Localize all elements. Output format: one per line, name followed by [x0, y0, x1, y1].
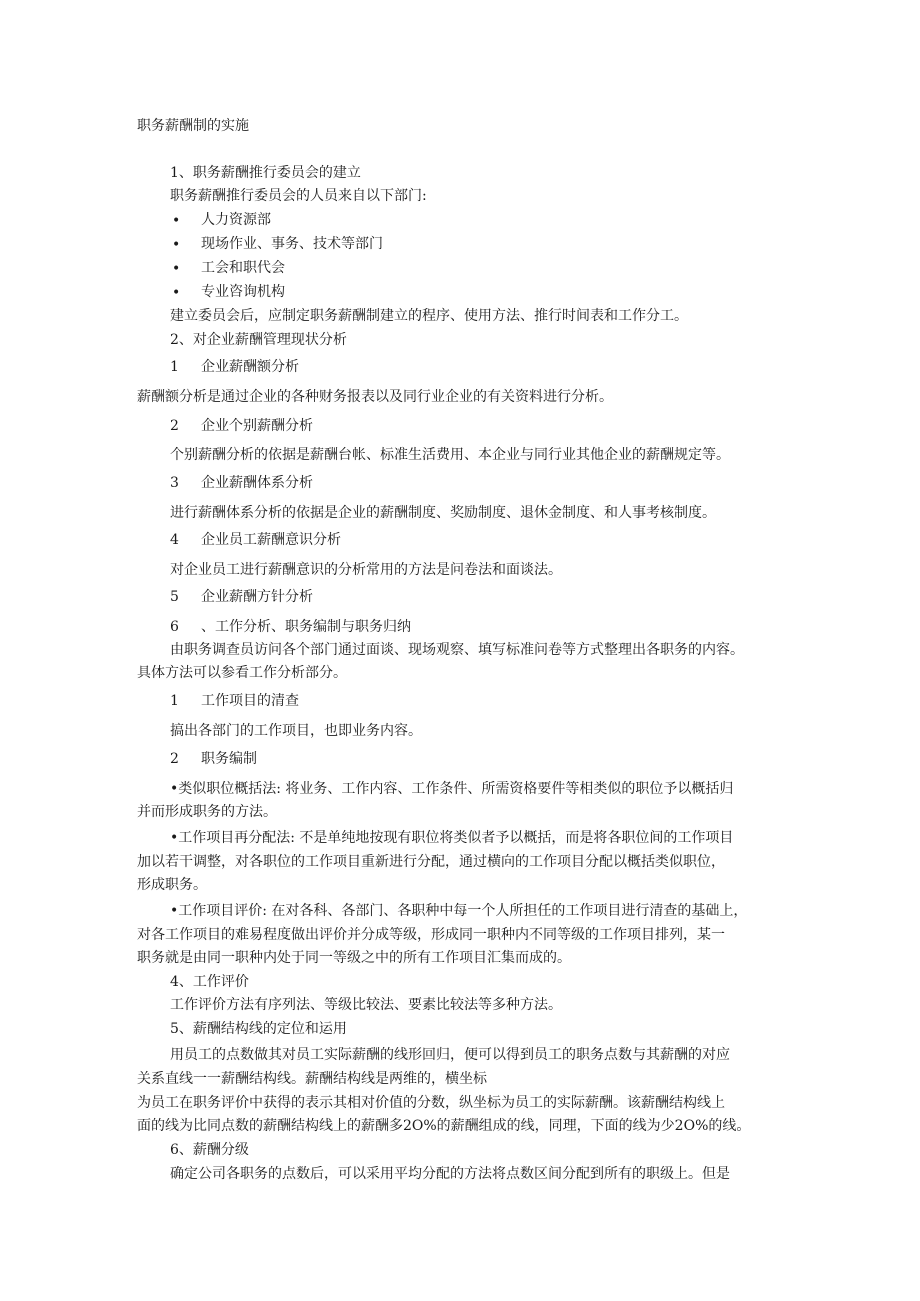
item-text: 个别薪酬分析的依据是薪酬台帐、标准生活费用、本企业与同行业其他企业的薪酬规定等。 [170, 447, 730, 463]
section-1-heading: 1、职务薪酬推行委员会的建立 [170, 165, 361, 181]
paragraph-line: 具体方法可以参看工作分析部分。 [137, 665, 347, 681]
item-title: 企业个别薪酬分析 [201, 418, 313, 434]
item-title: 企业薪酬额分析 [201, 359, 299, 375]
section-2-heading: 2、对企业薪酬管理现状分析 [170, 332, 347, 348]
method-line: •工作项目评价: 在对各科、各部门、各职种中每一个人所担任的工作项目进行清查的基础上， [170, 903, 748, 919]
method-line: 职务就是由同一职种内处于同一等级之中的所有工作项目汇集而成的。 [137, 950, 571, 966]
section-6-heading: 6、薪酬分级 [170, 1142, 249, 1158]
section-4-text: 工作评价方法有序列法、等级比较法、要素比较法等多种方法。 [170, 997, 562, 1013]
item-title: 企业员工薪酬意识分析 [201, 532, 341, 548]
item-number: 1 [170, 359, 179, 375]
item-text: 对企业员工进行薪酬意识的分析常用的方法是问卷法和面谈法。 [170, 562, 562, 578]
method-line: 对各工作项目的难易程度做出评价并分成等级，形成同一职种内不同等级的工作项目排列，某一 [137, 927, 725, 943]
paragraph-line: 面的线为比同点数的薪酬结构线上的薪酬多2O%的薪酬组成的线，同理，下面的线为少2O%的线。 [137, 1118, 751, 1134]
method-line: 加以若干调整，对各职位的工作项目重新进行分配，通过横向的工作项目分配以概括类似职位， [137, 854, 725, 870]
section-1-intro: 职务薪酬推行委员会的人员来自以下部门: [170, 188, 427, 204]
item-title: 企业薪酬体系分析 [201, 475, 313, 491]
sub-number: 2 [170, 751, 179, 767]
bullet-item: 工会和职代会 [201, 260, 285, 276]
section-3-heading: 、工作分析、职务编制与职务归纳 [201, 619, 411, 635]
bullet-marker: • [172, 261, 181, 277]
section-5-heading: 5、薪酬结构线的定位和运用 [170, 1021, 347, 1037]
bullet-item: 人力资源部 [201, 212, 271, 228]
section-6-text: 确定公司各职务的点数后，可以采用平均分配的方法将点数区间分配到所有的职级上。但是 [170, 1166, 730, 1182]
method-line: •工作项目再分配法: 不是单纯地按现有职位将类似者予以概括，而是将各职位间的工作项目 [170, 830, 734, 846]
item-number: 3 [170, 475, 179, 491]
item-text: 薪酬额分析是通过企业的各种财务报表以及同行业企业的有关资料进行分析。 [137, 389, 613, 405]
method-line: 并而形成职务的方法。 [137, 804, 277, 820]
bullet-item: 现场作业、事务、技术等部门 [201, 236, 383, 252]
section-1-after: 建立委员会后，应制定职务薪酬制建立的程序、使用方法、推行时间表和工作分工。 [170, 308, 688, 324]
section-3-number: 6 [170, 619, 179, 635]
bullet-marker: • [172, 213, 181, 229]
method-line: 形成职务。 [137, 877, 207, 893]
bullet-marker: • [172, 237, 181, 253]
item-text: 进行薪酬体系分析的依据是企业的薪酬制度、奖励制度、退休金制度、和人事考核制度。 [170, 505, 716, 521]
document-title: 职务薪酬制的实施 [137, 118, 249, 134]
item-number: 5 [170, 589, 179, 605]
item-number: 2 [170, 418, 179, 434]
section-4-heading: 4、工作评价 [170, 974, 249, 990]
item-number: 4 [170, 532, 179, 548]
item-title: 企业薪酬方针分析 [201, 589, 313, 605]
paragraph-line: 关系直线一一薪酬结构线。薪酬结构线是两维的，横坐标 [137, 1071, 487, 1087]
sub-text: 搞出各部门的工作项目，也即业务内容。 [170, 723, 422, 739]
bullet-item: 专业咨询机构 [201, 284, 285, 300]
method-line: •类似职位概括法: 将业务、工作内容、工作条件、所需资格要件等相类似的职位予以概括归 [170, 781, 734, 797]
paragraph-line: 用员工的点数做其对员工实际薪酬的线形回归，便可以得到员工的职务点数与其薪酬的对应 [170, 1047, 730, 1063]
sub-title: 职务编制 [201, 751, 257, 767]
bullet-marker: • [172, 285, 181, 301]
sub-number: 1 [170, 693, 179, 709]
paragraph-line: 由职务调查员访问各个部门通过面谈、现场观察、填写标准问卷等方式整理出各职务的内容。 [170, 642, 744, 658]
paragraph-line: 为员工在职务评价中获得的表示其相对价值的分数，纵坐标为员工的实际薪酬。该薪酬结构线上 [137, 1095, 725, 1111]
sub-title: 工作项目的清查 [201, 693, 299, 709]
